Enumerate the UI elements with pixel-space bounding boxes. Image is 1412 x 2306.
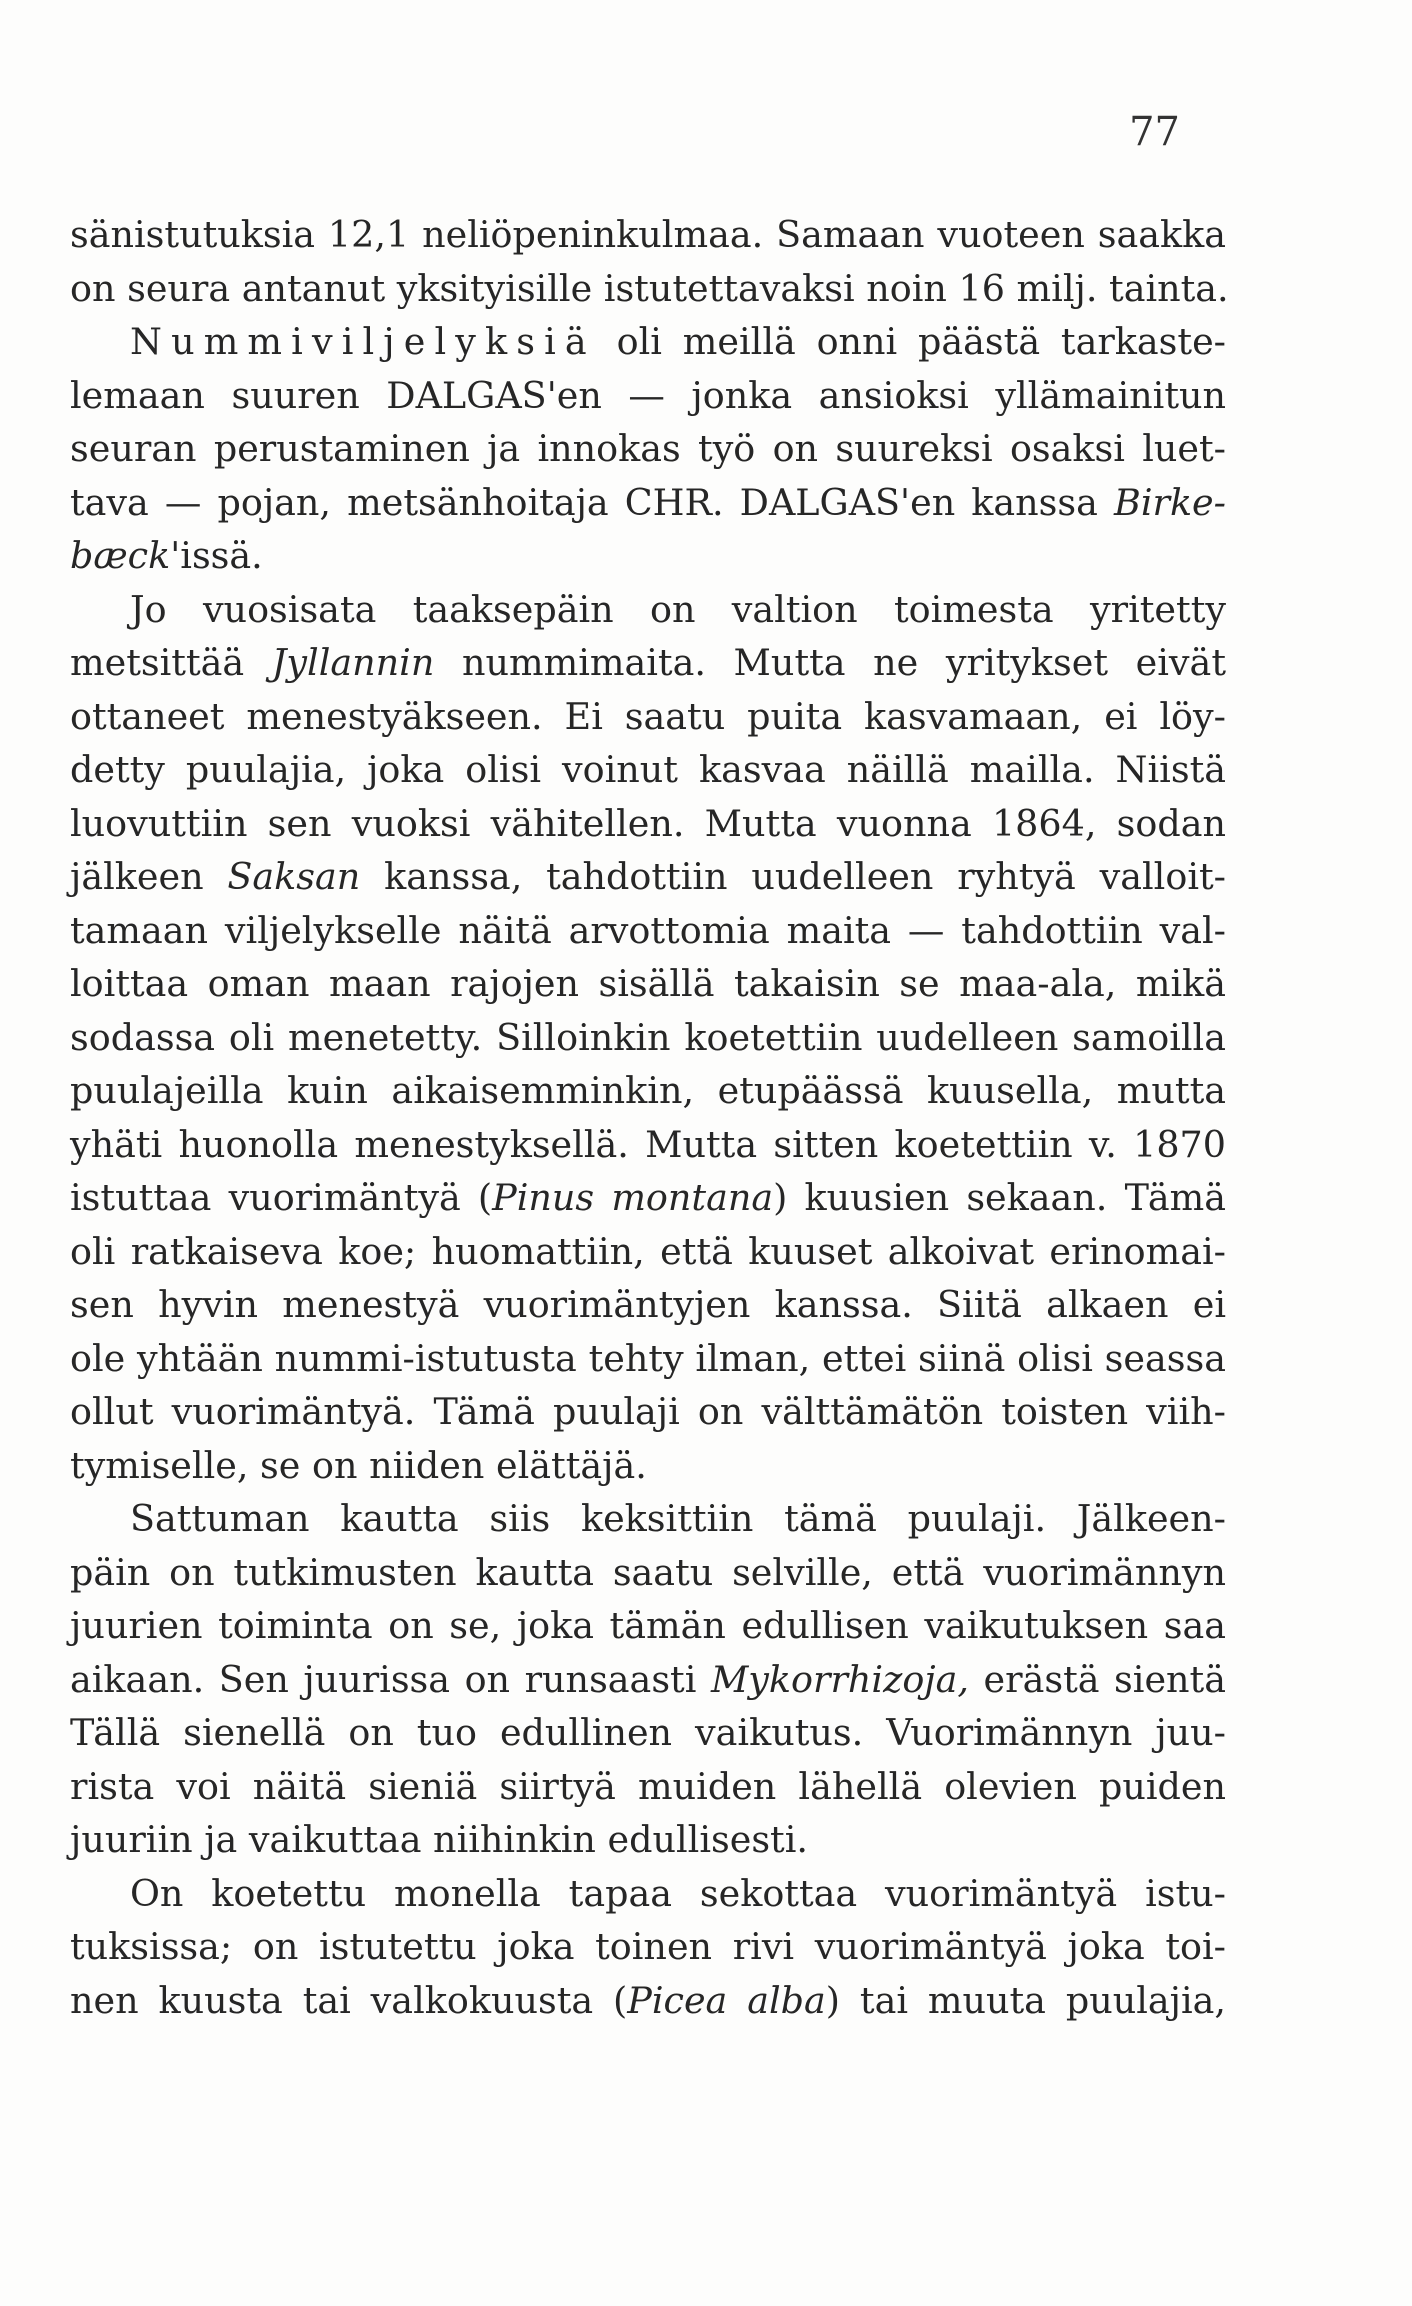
- text-line: tuksissa; on istutettu joka toinen rivi vuorimäntyä joka toi-: [70, 1925, 1226, 1968]
- text-line: ottaneet menestyäkseen. Ei saatu puita kasvamaan, ei löy-: [70, 694, 1226, 738]
- text-line: detty puulajia, joka olisi voinut kasvaa näillä mailla. Niistä: [70, 748, 1226, 791]
- text-line: on seura antanut yksityisille istutettavaksi noin 16 milj. tainta.: [70, 266, 1229, 310]
- text-line: juuriin ja vaikuttaa niihinkin edullisesti.: [70, 1818, 809, 1861]
- text-line: juurien toiminta on se, joka tämän edullisen vaikutuksen saa: [70, 1604, 1226, 1647]
- text-line: puulajeilla kuin aikaisemminkin, etupäässä kuusella, mutta: [70, 1069, 1226, 1112]
- italic-species-name: Picea alba: [627, 1978, 826, 2022]
- text-line: istuttaa vuorimäntyä (Pinus montana) kuusien sekaan. Tämä: [70, 1176, 1226, 1219]
- italic-place-name: bæck: [70, 534, 171, 577]
- text-line: tymiselle, se on niiden elättäjä.: [70, 1443, 647, 1487]
- text-line: Sattuman kautta siis keksittiin tämä puulaji. Jälkeen-: [130, 1497, 1226, 1540]
- text-line: sodassa oli menetetty. Silloinkin koetettiin uudelleen samoilla: [70, 1015, 1226, 1059]
- text-line: aikaan. Sen juurissa on runsaasti Mykorrhizoja, erästä sientä: [70, 1657, 1226, 1701]
- text-line: Nummiviljelyksiä oli meillä onni päästä tarkaste-: [130, 320, 1226, 363]
- text-line: On koetettu monella tapaa sekottaa vuorimäntyä istu-: [130, 1871, 1226, 1915]
- italic-place-name: Jyllannin: [271, 641, 435, 684]
- text-line: tava — pojan, metsänhoitaja CHR. DALGAS'en kanssa Birke-: [70, 480, 1226, 524]
- text-line: sänistutuksia 12,1 neliöpeninkulmaa. Samaan vuoteen saakka: [70, 213, 1226, 256]
- text-line: yhäti huonolla menestyksellä. Mutta sitten koetettiin v. 1870: [70, 1122, 1226, 1166]
- text-line: Jo vuosisata taaksepäin on valtion toimesta yritetty: [130, 587, 1226, 631]
- text-line: oli ratkaiseva koe; huomattiin, että kuuset alkoivat erinomai-: [70, 1229, 1226, 1273]
- text-line: sen hyvin menestyä vuorimäntyjen kanssa. Siitä alkaen ei: [70, 1283, 1226, 1326]
- italic-place-name: Saksan: [227, 855, 361, 898]
- text-line: lemaan suuren DALGAS'en — jonka ansioksi yllämainitun: [70, 373, 1226, 417]
- italic-place-name: Birke-: [1114, 480, 1226, 524]
- text-line: luovuttiin sen vuoksi vähitellen. Mutta vuonna 1864, sodan: [70, 801, 1226, 845]
- page-number: 77: [1129, 109, 1180, 155]
- text-line: tamaan viljelykselle näitä arvottomia maita — tahdottiin val-: [70, 908, 1226, 952]
- text-line: rista voi näitä sieniä siirtyä muiden lähellä olevien puiden: [70, 1764, 1226, 1808]
- text-line: bæck'issä.: [70, 534, 263, 577]
- text-line: loittaa oman maan rajojen sisällä takaisin se maa-ala, mikä: [70, 962, 1226, 1005]
- text-line: jälkeen Saksan kanssa, tahdottiin uudelleen ryhtyä valloit-: [70, 855, 1226, 898]
- italic-species-name: Pinus montana: [492, 1176, 774, 1219]
- text-line: Tällä sienellä on tuo edullinen vaikutus. Vuorimännyn juu-: [70, 1711, 1226, 1754]
- text-line: päin on tutkimusten kautta saatu selville, että vuorimännyn: [70, 1550, 1226, 1594]
- body-text: [70, 208, 1229, 2027]
- emphasized-term: Nummiviljelyksiä: [130, 320, 596, 363]
- text-line: ole yhtään nummi-istutusta tehty ilman, ettei siinä olisi seassa: [70, 1336, 1226, 1380]
- italic-species-name: Mykorrhizoja,: [710, 1657, 969, 1701]
- text-line: seuran perustaminen ja innokas työ on suureksi osaksi luet-: [70, 427, 1226, 470]
- text-line: ollut vuorimäntyä. Tämä puulaji on välttämätön toisten viih-: [70, 1390, 1226, 1433]
- text-line: nen kuusta tai valkokuusta (Picea alba) tai muuta puulajia,: [70, 1978, 1227, 2022]
- text-line: metsittää Jyllannin nummimaita. Mutta ne yritykset eivät: [70, 641, 1226, 684]
